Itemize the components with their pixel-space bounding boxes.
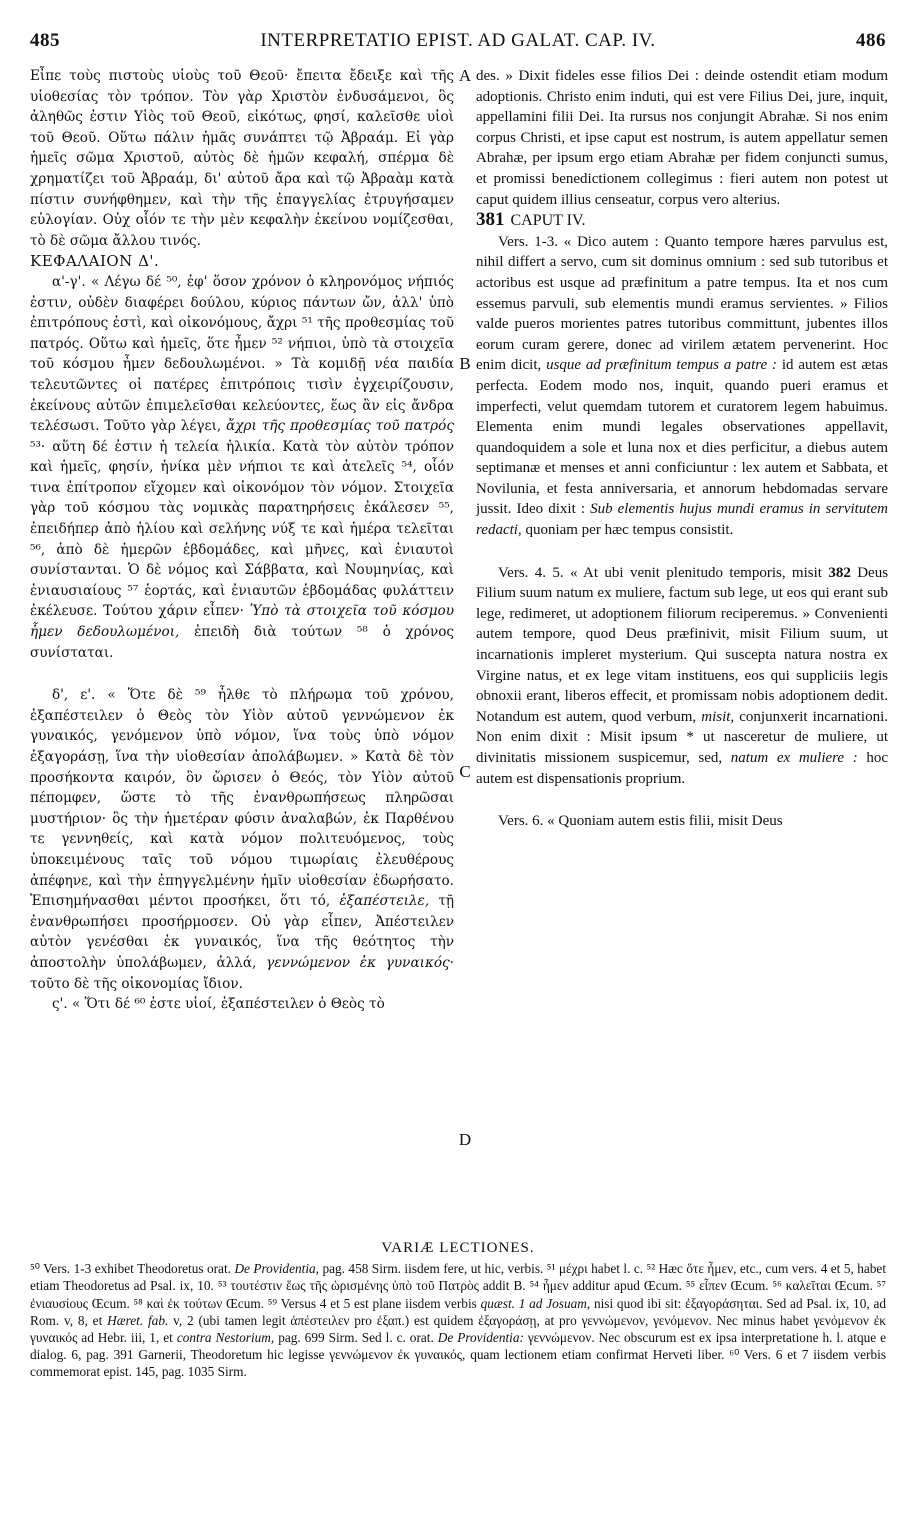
greek-paragraph-intro: Εἶπε τοὺς πιστοὺς υἱοὺς τοῦ Θεοῦ· ἔπειτα ἔδειξε καὶ τῆς υἱοθεσίας τὸν τρόπον. Τὸν γὰρ Χριστὸν ἐνδυσάμενοι, ὃς ἀληθῶς ἐστιν Υἱὸς τοῦ Θεοῦ, εἰκότως, φησί, καλεῖσθε υἱοὶ τοῦ Θεοῦ. Οὕτω πάλιν ἡμᾶς συνάπτει τῷ Ἀβραάμ. Εἰ γὰρ ἡμεῖς σῶμα Χριστοῦ, αὐτὸς δὲ ἡμῶν κεφαλή, σπέρμα δὲ χρηματίζει τοῦ Ἀβραάμ, δι' αὐτοῦ ἄρα καὶ τῷ Ἀβραὰμ κατὰ πίστιν συνήφθημεν, καὶ τὴν τῆς ἐπαγγελίας ἐτρυγήσαμεν εὐλογίαν. Οὐχ οἷόν τε τὴν μὲν κεφαλὴν ἐκείνου νομίζεσθαι, τὸ δὲ σῶμα ἄλλου τινός. bbox=[30, 68, 454, 249]
spacer bbox=[476, 541, 888, 563]
latin-text: « Quoniam autem estis filii, misit Deus bbox=[547, 813, 783, 830]
note-italic: contra Nestorium, bbox=[176, 1330, 275, 1346]
latin-quote: Sub elementis hujus mundi eramus in servitutem redacti, bbox=[476, 501, 888, 539]
note-italic: quæst. 1 ad Josuam, bbox=[480, 1295, 591, 1311]
latin-paragraph-verses-1-3 bbox=[476, 232, 888, 541]
note-text: ⁵⁰ Vers. 1-3 exhibet Theodoretus orat. bbox=[30, 1261, 231, 1277]
latin-column bbox=[476, 66, 888, 1232]
latin-text: quoniam per hæc tempus consistit. bbox=[525, 522, 734, 539]
greek-text: τῇ ἐνανθρωπήσει προσήρμοσεν. Οὐ γὰρ εἶπεν, Ἀπέστειλεν αὐτὸν γενέσθαι ἐκ γυναικός, ἵνα τῆς θεότητος τὴν ἀποστολὴν ὑπολάβωμεν, ἀλλά, bbox=[30, 893, 454, 971]
latin-paragraph-verses-4-5 bbox=[476, 563, 888, 790]
caput-title: CAPUT IV. bbox=[510, 212, 586, 230]
column-number: 381 bbox=[476, 209, 505, 231]
margin-letter-d: D bbox=[458, 1130, 472, 1149]
latin-paragraph-verse-6 bbox=[476, 811, 888, 832]
spacer bbox=[30, 663, 454, 685]
greek-chapter-heading: ΚΕΦΑΛΑΙΟΝ Δ'. bbox=[30, 252, 160, 271]
latin-text: « At ubi venit plenitudo temporis, misit bbox=[570, 564, 822, 581]
latin-text: id autem est ætas perfecta. Eodem modo nos, inquit, quando pueri eramus et imperfecti, velut quemdam tutorem et curatorem legem habuimus. Elementa enim mundi legales observationes appellavit, quandoquidem a sole et luna nox et dies perficitur, a diebus autem septimanæ et menses et anni conficiuntur : lex autem et Sabbata, et Novilunia, et festa anniversaria, et annorum hebdomadas servare jussit. Ideo dixit : bbox=[476, 357, 888, 518]
margin-letter-b: B bbox=[459, 354, 471, 373]
latin-text: Deus Filium suum natum ex muliere, factum sub lege, ut eos qui erant sub lege, redimeret, ut adoptionem filiorum reciperemus. » Convenienti autem tempore, quod Deus præfinivit, misit Filium suum, ut incarnationis impleret mysterium. Qui suscepta natura nostra ex Virgine natus, et ex lege vitam instituens, eos qui suppliciis legis obnoxii erant, liberos effecit, et promissam nobis adoptionem dedit. Notandum est autem, quod verbum, bbox=[476, 564, 888, 725]
note-italic: De Providentia, bbox=[234, 1261, 319, 1277]
greek-quote: Ὑπὸ τὰ στοιχεῖα τοῦ κόσμου ἦμεν δεδουλωμένοι, bbox=[30, 603, 454, 641]
latin-text: conjunxerit incarnationi. Non enim dixit : Misit ipsum * ut nasceretur de muliere, ut divinitatis missionem suspicemur, sed, bbox=[476, 708, 888, 766]
column-number: 382 bbox=[828, 564, 851, 581]
greek-text: α'-γ'. « Λέγω δέ ⁵⁰, ἐφ' ὅσον χρόνον ὁ κληρονόμος νήπιός ἐστιν, οὐδὲν διαφέρει δούλου, κύριος πάντων ὤν, ἀλλ' ὑπὸ ἐπιτρόπους ἐστὶ, καὶ οἰκονόμους, ἄχρι ⁵¹ τῆς προθεσμίας τοῦ πατρός. Οὕτω καὶ ἡμεῖς, ὅτε ἦμεν ⁵² νήπιοι, ὑπὸ τὰ στοιχεῖα τοῦ κόσμου ἦμεν δεδουλωμένοι. » Τὰ κομιδῇ νέα παιδία τελευτῶντες οἱ πατέρες ἐπιτρόποις τισὶν ἐγχειρίζουσιν, ἐκείνους αὐτῶν ἐπιμελεῖσθαι κελεύοντες, ἕως ἂν εἰς ἄνδρα τελέσωσι. Τοῦτο γὰρ λέγει, bbox=[30, 273, 454, 435]
verse-label: Vers. 4. 5. bbox=[498, 564, 564, 581]
margin-letter-c: C bbox=[459, 762, 471, 781]
greek-quote: ἐξαπέστειλε, bbox=[339, 893, 430, 910]
note-text: pag. 458 Sirm. iisdem fere, ut hic, verbis. ⁵¹ μέχρι habet l. c. ⁵² Hæc ὅτε ἦμεν, etc., cum vers. 4 et 5, habet etiam Theodoretus ad Psal. ix, 10. ⁵³ τουτέστιν ἕως τῆς ὡρισμένης ὑπὸ τοῦ Πατρὸς addit B. ⁵⁴ ἦμεν additur apud Œcum. ⁵⁵ εἶπεν Œcum. ⁵⁶ καλεῖται Œcum. ⁵⁷ ἐνιαυσίους Œcum. ⁵⁸ καὶ ἐκ τούτων Œcum. ⁵⁹ Versus 4 et 5 est plane iisdem verbis bbox=[30, 1261, 886, 1311]
greek-column bbox=[30, 66, 454, 1232]
note-italic: Hæret. fab. bbox=[107, 1312, 169, 1328]
greek-text: ⁵³· αὕτη δέ ἐστιν ἡ τελεία ἡλικία. Κατὰ τὸν αὐτὸν τρόπον καὶ ἡμεῖς, φησίν, ἡνίκα μὲν νήπιοι τε καὶ ἀτελεῖς ⁵⁴, οἷόν τινα ἐπίτροπον εἴχομεν καὶ οἰκονόμον τὸν νόμον. Στοιχεῖα γὰρ τοῦ κόσμου τὰς νομικὰς παρατηρήσεις ἐκάλεσεν ⁵⁵, ἐπειδήπερ ἀπὸ ἡλίου καὶ σελήνης νύξ τε καὶ ἡμέρα τελεῖται ⁵⁶, ἀπὸ δὲ ἡμερῶν ἑβδομάδες, καὶ μῆνες, καὶ ἐνιαυτοὶ συνίστανται. Ὁ δὲ νόμος καὶ Σάββατα, καὶ Νουμηνίας, καὶ ἐνιαυσιαίους ⁵⁷ ἑορτάς, καὶ ἐνιαυτῶν ἑβδομάδας φυλάττειν ἐκέλευσε. Τούτου χάριν εἶπεν· bbox=[30, 438, 454, 620]
latin-chapter-heading bbox=[476, 210, 888, 232]
spacer bbox=[476, 789, 888, 811]
variant-readings-title: VARIÆ LECTIONES. bbox=[381, 1240, 535, 1256]
greek-text: τοῦτο δὲ τῆς οἰκονομίας ἴδιον. bbox=[30, 975, 243, 992]
greek-quote: γεννώμενον ἐκ γυναικός· bbox=[266, 954, 454, 971]
greek-paragraph-verse-6: ς'. « Ὅτι δέ ⁶⁰ ἐστε υἱοί, ἐξαπέστειλεν ὁ Θεὸς τὸ bbox=[52, 996, 385, 1013]
greek-paragraph-verses-4-5 bbox=[30, 685, 454, 994]
latin-quote: natum ex muliere : bbox=[730, 750, 858, 766]
page-number-left: 485 bbox=[30, 30, 60, 51]
note-text: v, 2 (ubi tamen legit ἀπέστειλεν pro ἐξαπ.) est quidem ἐξαγοράσῃ, at pro γεννώμενον, γενόμενον. Nec minus habet γενόμενον ἐκ γυναικός ad Hebr. iii, 1, et bbox=[30, 1312, 886, 1346]
verse-label: Vers. 1-3. bbox=[498, 233, 558, 250]
latin-paragraph-intro: des. » Dixit fideles esse filios Dei : deinde ostendit etiam modum adoptionis. Christo enim induti, qui est vere Filius Dei, jure, inquit, appellamini filii Dei. Ita rursus nos conjungit Abrahæ. Si nos enim corpus Christi, et ipse caput est nostrum, is autem appellatur semen Abrahæ, per ipsum ergo etiam Abrahæ per fidem conjuncti sumus, et promissi benedictionem collegimus : fieri autem non potest ut caput quidem illius censeatur, corpus vero alterius. bbox=[476, 68, 888, 208]
note-text: nisi quod ibi sit: ἐξαγοράσηται. Sed ad Psal. ix, 10, ad Rom. v, 8, et bbox=[30, 1295, 886, 1328]
latin-text: « Dico autem : Quanto tempore hæres parvulus est, nihil differt a servo, cum sit dominus omnium : sed sub tutoribus et actoribus est usque ad præfinitum a patre tempus. Ita et nos cum essemus parvuli, sub elementis mundi eramus servientes. » Filios valde pueros morientes patres tutoribus committunt, jubentes illos eorum curam gerere, donec ad virilem ætatem pervenerint. Hoc enim dicit, bbox=[476, 233, 888, 374]
variant-readings-text bbox=[30, 1260, 886, 1380]
latin-quote: usque ad præfinitum tempus a patre : bbox=[546, 357, 778, 374]
variant-readings bbox=[30, 1240, 886, 1510]
note-text: γεννώμενον. Nec obscurum est ex ipsa interpretatione h. l. atque e dialog. 6, pag. 391 Garnerii, Theodoretum hic legisse γεννώμενον ἐκ γυναικός, quam lectionem etiam confirmat Herveti liber. ⁶⁰ Vers. 6 et 7 iisdem verbis commemorat epist. 145, pag. 1035 Sirm. bbox=[30, 1330, 886, 1380]
verse-label: Vers. 6. bbox=[498, 813, 544, 830]
running-title: INTERPRETATIO EPIST. AD GALAT. CAP. IV. bbox=[260, 30, 656, 51]
greek-quote: ἄχρι τῆς προθεσμίας τοῦ πατρός bbox=[226, 418, 454, 435]
note-italic: De Providentia: bbox=[437, 1330, 524, 1346]
greek-text: δ', ε'. « Ὅτε δὲ ⁵⁹ ἦλθε τὸ πλήρωμα τοῦ χρόνου, ἐξαπέστειλεν ὁ Θεὸς τὸν Υἱὸν αὐτοῦ γεννώμενον ἐκ γυναικός, γενόμενον ὑπὸ νόμον, ἵνα τοὺς ὑπὸ νόμον ἐξαγοράσῃ, ἵνα τὴν υἱοθεσίαν ἀπολάβωμεν. » Κατὰ δὲ τὸν προσήκοντα καιρόν, ὃν ὥρισεν ὁ Θεός, τὸν Υἱὸν αὐτοῦ πέπομφεν, ὥστε τὸ τῆς ἐνανθρωπήσεως πληρῶσαι μυστήριον· ὃς τὴν ἡμετέραν φύσιν ἀναλαβών, ἐκ Παρθένου τε γεννηθείς, καὶ κατὰ νόμον πολιτευόμενος, τοὺς ὑποκειμένους ταῖς τοῦ νόμου τιμωρίαις ἐλευθέρους ἀπέφηνε, καὶ τὴν ἐπηγγελμένην ἡμῖν υἱοθεσίαν ἐδωρήσατο. Ἐπισημήνασθαι μέντοι προσήκει, ὅτι τό, bbox=[30, 687, 454, 910]
latin-text: hoc autem est dispensationis proprium. bbox=[476, 750, 888, 787]
running-head bbox=[30, 30, 886, 56]
page-number-right: 486 bbox=[856, 30, 886, 51]
margin-letter-a: A bbox=[458, 66, 472, 85]
greek-text: ἐπειδὴ διὰ τούτων ⁵⁸ ὁ χρόνος συνίσταται. bbox=[30, 624, 454, 661]
greek-paragraph-verses-1-3 bbox=[30, 272, 454, 663]
note-text: pag. 699 Sirm. Sed l. c. orat. bbox=[278, 1330, 434, 1346]
latin-quote: misit, bbox=[701, 708, 735, 725]
